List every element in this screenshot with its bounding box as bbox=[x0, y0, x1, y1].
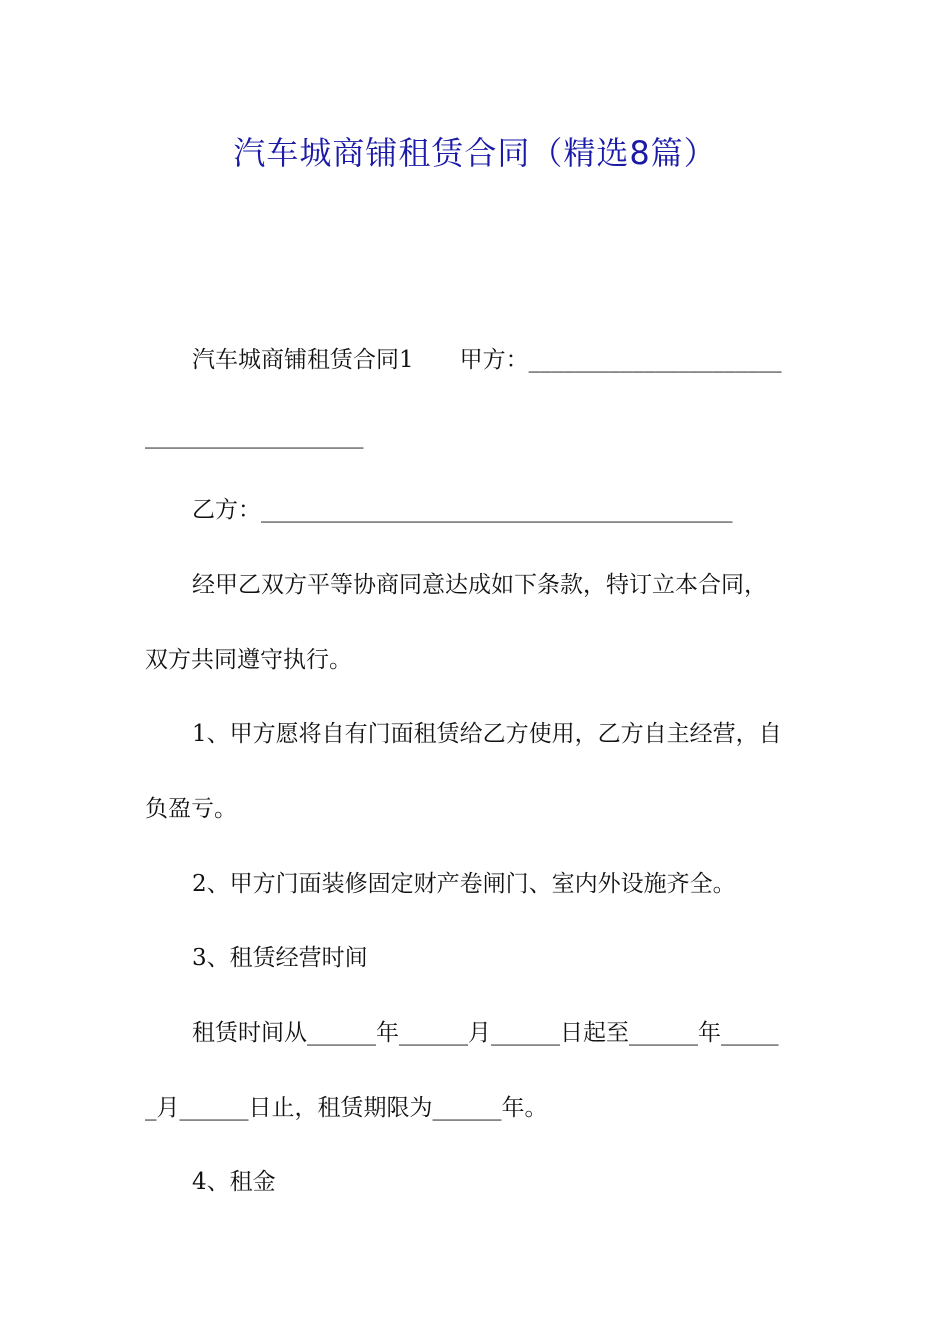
paragraph-line: _月______日止，租赁期限为______年。 bbox=[145, 1095, 548, 1121]
paragraph-line: 4、租金 bbox=[192, 1169, 276, 1195]
paragraph-line: 租赁时间从______年______月______日起至______年_____ bbox=[192, 1020, 779, 1046]
paragraph-line: ___________________ bbox=[145, 423, 364, 449]
paragraph-line: 3、租赁经营时间 bbox=[192, 945, 368, 971]
paragraph-line: 1、甲方愿将自有门面租赁给乙方使用，乙方自主经营，自 bbox=[192, 721, 782, 747]
paragraph-line: 2、甲方门面装修固定财产卷闸门、室内外设施齐全。 bbox=[192, 871, 736, 897]
paragraph-line: 负盈亏。 bbox=[145, 796, 237, 822]
paragraph-line: 乙方：_________________________________________ bbox=[192, 497, 733, 523]
paragraph-line: 汽车城商铺租赁合同1 甲方：______________________ bbox=[192, 347, 782, 373]
paragraph-line: 双方共同遵守执行。 bbox=[145, 647, 352, 673]
document-title: 汽车城商铺租赁合同（精选8篇） bbox=[233, 134, 717, 172]
paragraph-line: 经甲乙双方平等协商同意达成如下条款，特订立本合同， bbox=[192, 572, 767, 598]
